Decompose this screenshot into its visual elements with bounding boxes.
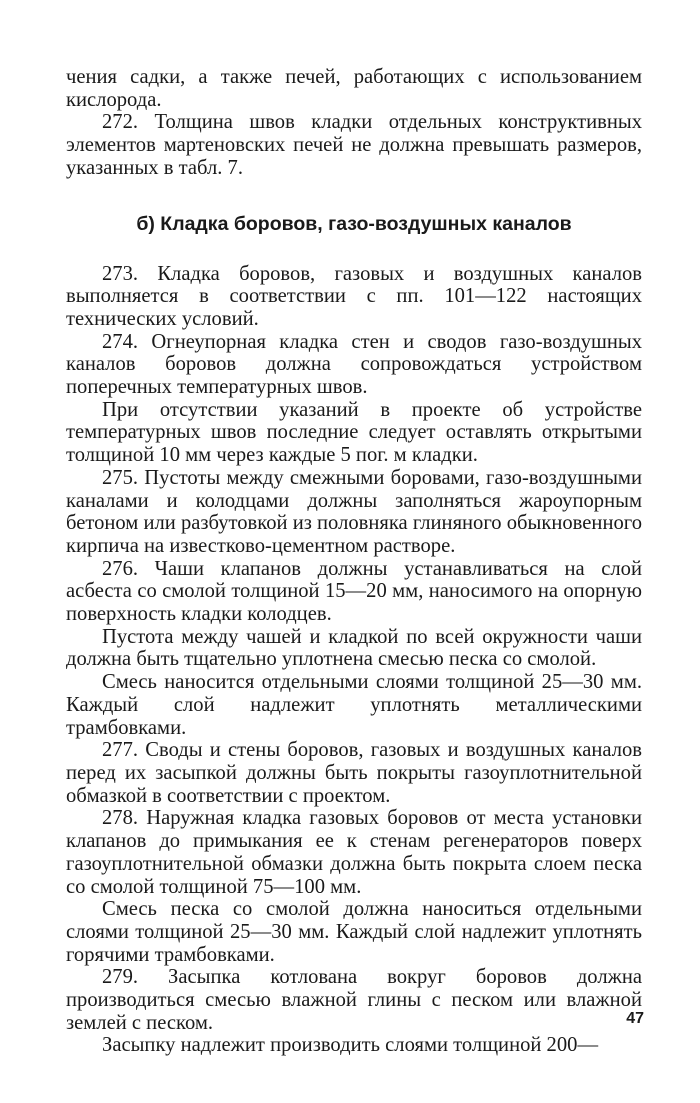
paragraph-272: 272. Толщина швов кладки отдельных конструктивных элементов мартеновских печей не должна превышать размеров, указанных в табл. 7. (66, 111, 642, 179)
body-text (66, 66, 642, 1057)
paragraph-279: 279. Засыпка котлована вокруг боровов должна производиться смесью влажной глины с песком или влажной землей с песком. (66, 966, 642, 1034)
section-heading: б) Кладка боровов, газо-воздушных каналов (136, 212, 572, 235)
paragraph-276-mix: Смесь наносится отдельными слоями толщиной 25—30 мм. Каждый слой надлежит уплотнять металлическими трамбовками. (66, 671, 642, 739)
paragraph-276: 276. Чаши клапанов должны устанавливаться на слой асбеста со смолой толщиной 15—20 мм, наносимого на опорную поверхность кладки колодцев. (66, 557, 642, 626)
page-number: 47 (626, 1010, 644, 1027)
paragraph-continued: чения садки, а также печей, работающих с использованием кислорода. (66, 66, 642, 111)
paragraph-275: 275. Пустоты между смежными боровами, газо-воздушными каналами и колодцами должны заполняться жароупорным бетоном или разбутовкой из половняка глиняного обыкновенного кирпича на известково-цементном растворе. (66, 466, 642, 557)
paragraph-274: 274. Огнеупорная кладка стен и сводов газо-воздушных каналов боровов должна сопровождаться устройством поперечных температурных швов. (66, 330, 642, 399)
paragraph-274-note: При отсутствии указаний в проекте об устройстве температурных швов последние следует оставлять открытыми толщиной 10 мм через каждые 5 пог. м кладки. (66, 398, 642, 467)
paragraph-278: 278. Наружная кладка газовых боровов от места установки клапанов до примыкания ее к стенам регенераторов поверх газоуплотнительной обмазки должна быть покрыта слоем песка со смолой толщиной 75—100 мм. (66, 807, 642, 898)
paragraph-273: 273. Кладка боровов, газовых и воздушных каналов выполняется в соответствии с пп. 101—122 настоящих технических условий. (66, 262, 642, 330)
paragraph-277: 277. Своды и стены боровов, газовых и воздушных каналов перед их засыпкой должны быть покрыты газоуплотнительной обмазкой в соответствии с проектом. (66, 739, 642, 807)
paragraph-276-gap: Пустота между чашей и кладкой по всей окружности чаши должна быть тщательно уплотнена смесью песка со смолой. (66, 625, 642, 671)
paragraph-278-mix: Смесь песка со смолой должна наноситься отдельными слоями толщиной 25—30 мм. Каждый слой надлежит уплотнять горячими трамбовками. (66, 898, 642, 966)
paragraph-279-layers: Засыпку надлежит производить слоями толщиной 200— (102, 1034, 599, 1057)
